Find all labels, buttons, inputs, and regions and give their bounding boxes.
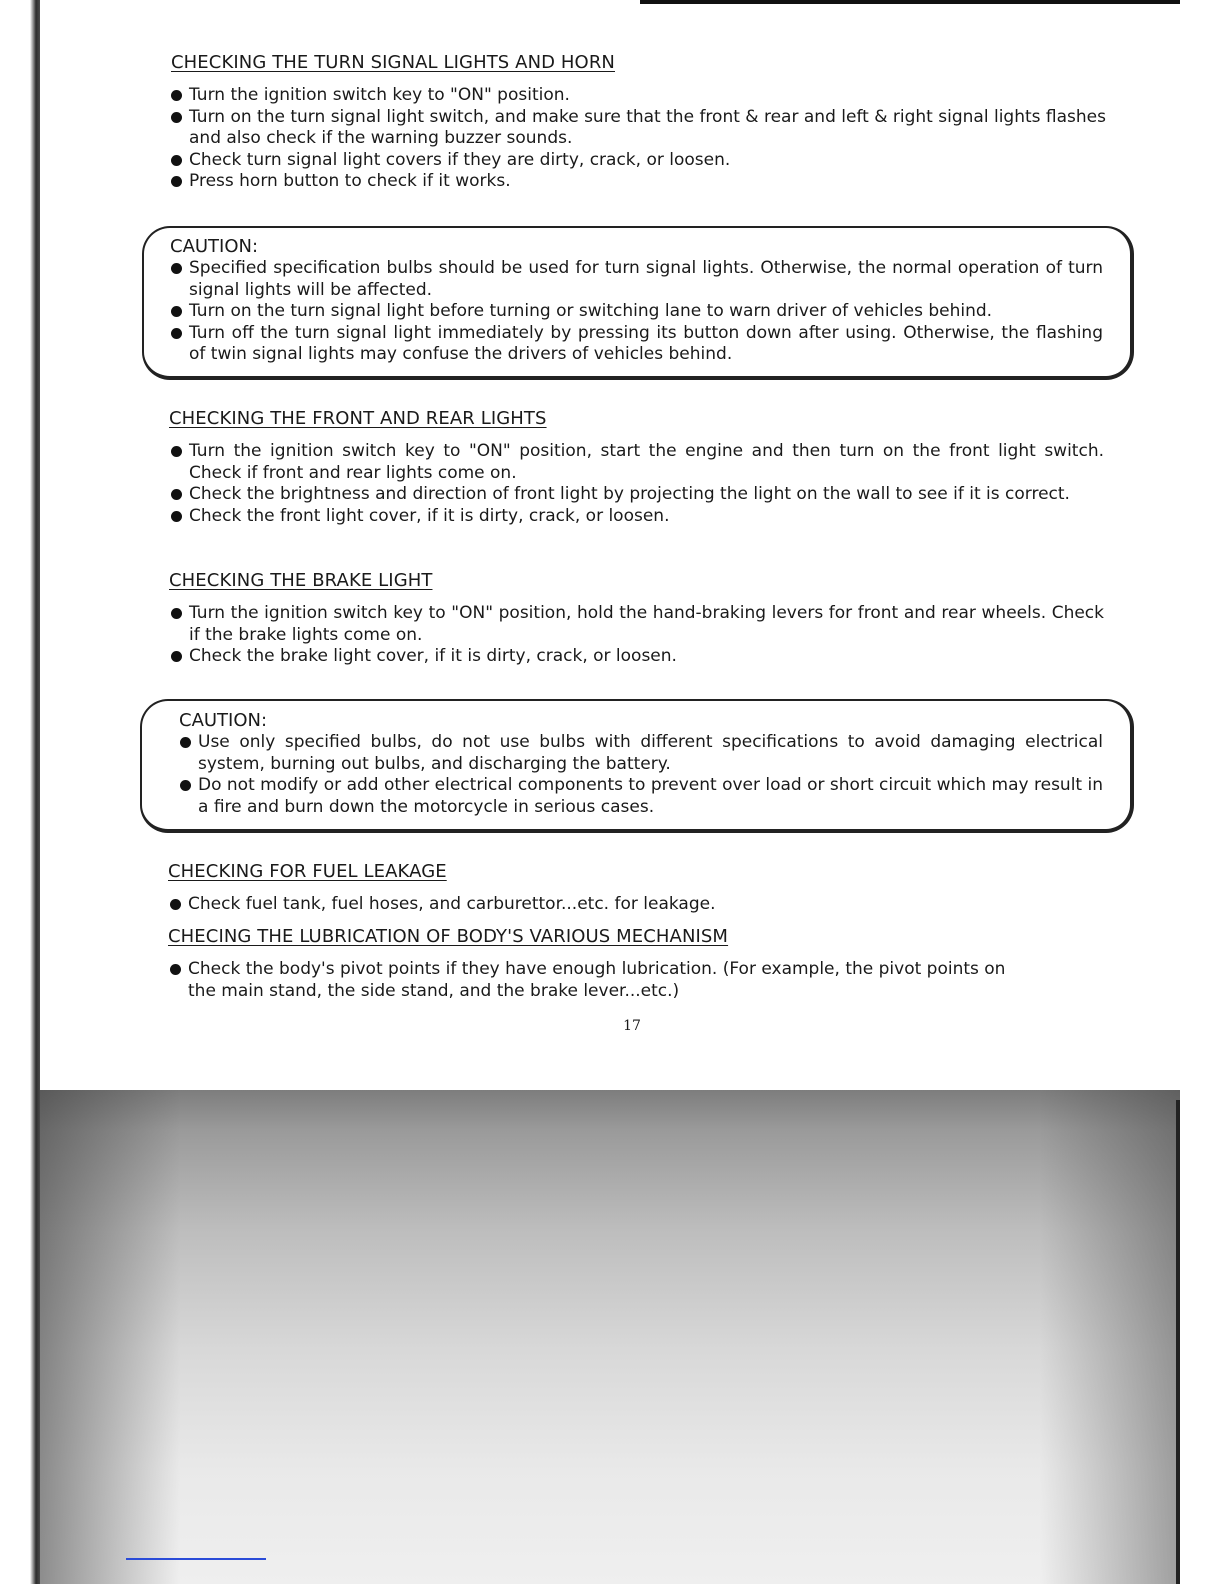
scan-spine-shadow: [0, 0, 40, 1584]
list-item: Specified specification bulbs should be used for turn signal lights. Otherwise, the normal operation of turn signal lights will be affected.: [171, 258, 1103, 301]
list-item: Check the body's pivot points if they have enough lubrication. (For example, the pivot points on the main stand, the side stand, and the brake lever...etc.): [170, 959, 1030, 1002]
list-item: Turn the ignition switch key to "ON" position, hold the hand-braking levers for front and rear wheels. Check if the brake lights come on.: [171, 603, 1104, 646]
list-item: Check the brake light cover, if it is dirty, crack, or loosen.: [171, 646, 1104, 668]
heading-front-rear-lights: CHECKING THE FRONT AND REAR LIGHTS: [169, 408, 547, 429]
list-item: Turn off the turn signal light immediately by pressing its button down after using. Otherwise, the flashing of twin signal lights may confuse the drivers of vehicles behind.: [171, 323, 1103, 366]
list-lubrication: [170, 959, 1030, 1002]
list-item: Do not modify or add other electrical components to prevent over load or short circuit which may result in a fire and burn down the motorcycle in serious cases.: [180, 775, 1103, 818]
heading-lubrication: CHECING THE LUBRICATION OF BODY'S VARIOUS MECHANISM: [168, 926, 729, 947]
scan-right-edge: [1176, 1100, 1180, 1584]
list-turn-signal: [171, 85, 1106, 193]
list-item: Turn on the turn signal light switch, and make sure that the front & rear and left & right signal lights flashes and also check if the warning buzzer sounds.: [171, 107, 1106, 150]
heading-brake-light: CHECKING THE BRAKE LIGHT: [169, 570, 433, 591]
list-item: Press horn button to check if it works.: [171, 171, 1106, 193]
list-brake-light: [171, 603, 1104, 668]
page-number: 17: [623, 1018, 641, 1034]
list-item: Check the brightness and direction of front light by projecting the light on the wall to see if it is correct.: [171, 484, 1104, 506]
list-item: Check the front light cover, if it is dirty, crack, or loosen.: [171, 506, 1104, 528]
list-caution-1: [171, 258, 1103, 366]
heading-fuel-leakage: CHECKING FOR FUEL LEAKAGE: [168, 861, 447, 882]
caution-title-1: CAUTION:: [170, 236, 259, 257]
list-item: Use only specified bulbs, do not use bulbs with different specifications to avoid damaging electrical system, burning out bulbs, and discharging the battery.: [180, 732, 1103, 775]
heading-turn-signal: CHECKING THE TURN SIGNAL LIGHTS AND HORN: [171, 52, 615, 73]
list-fuel-leakage: [170, 894, 1104, 916]
list-caution-2: [180, 732, 1103, 818]
scan-blue-mark: [126, 1558, 266, 1560]
list-item: Turn on the turn signal light before turning or switching lane to warn driver of vehicles behind.: [171, 301, 1103, 323]
list-item: Check turn signal light covers if they are dirty, crack, or loosen.: [171, 150, 1106, 172]
list-item: Turn the ignition switch key to "ON" position, start the engine and then turn on the front light switch. Check if front and rear lights come on.: [171, 441, 1104, 484]
scan-bottom-shadow: [40, 1090, 1180, 1584]
list-item: Turn the ignition switch key to "ON" position.: [171, 85, 1106, 107]
caution-title-2: CAUTION:: [179, 710, 268, 731]
list-front-rear-lights: [171, 441, 1104, 527]
list-item: Check fuel tank, fuel hoses, and carburettor...etc. for leakage.: [170, 894, 1104, 916]
scan-top-edge: [640, 0, 1180, 4]
